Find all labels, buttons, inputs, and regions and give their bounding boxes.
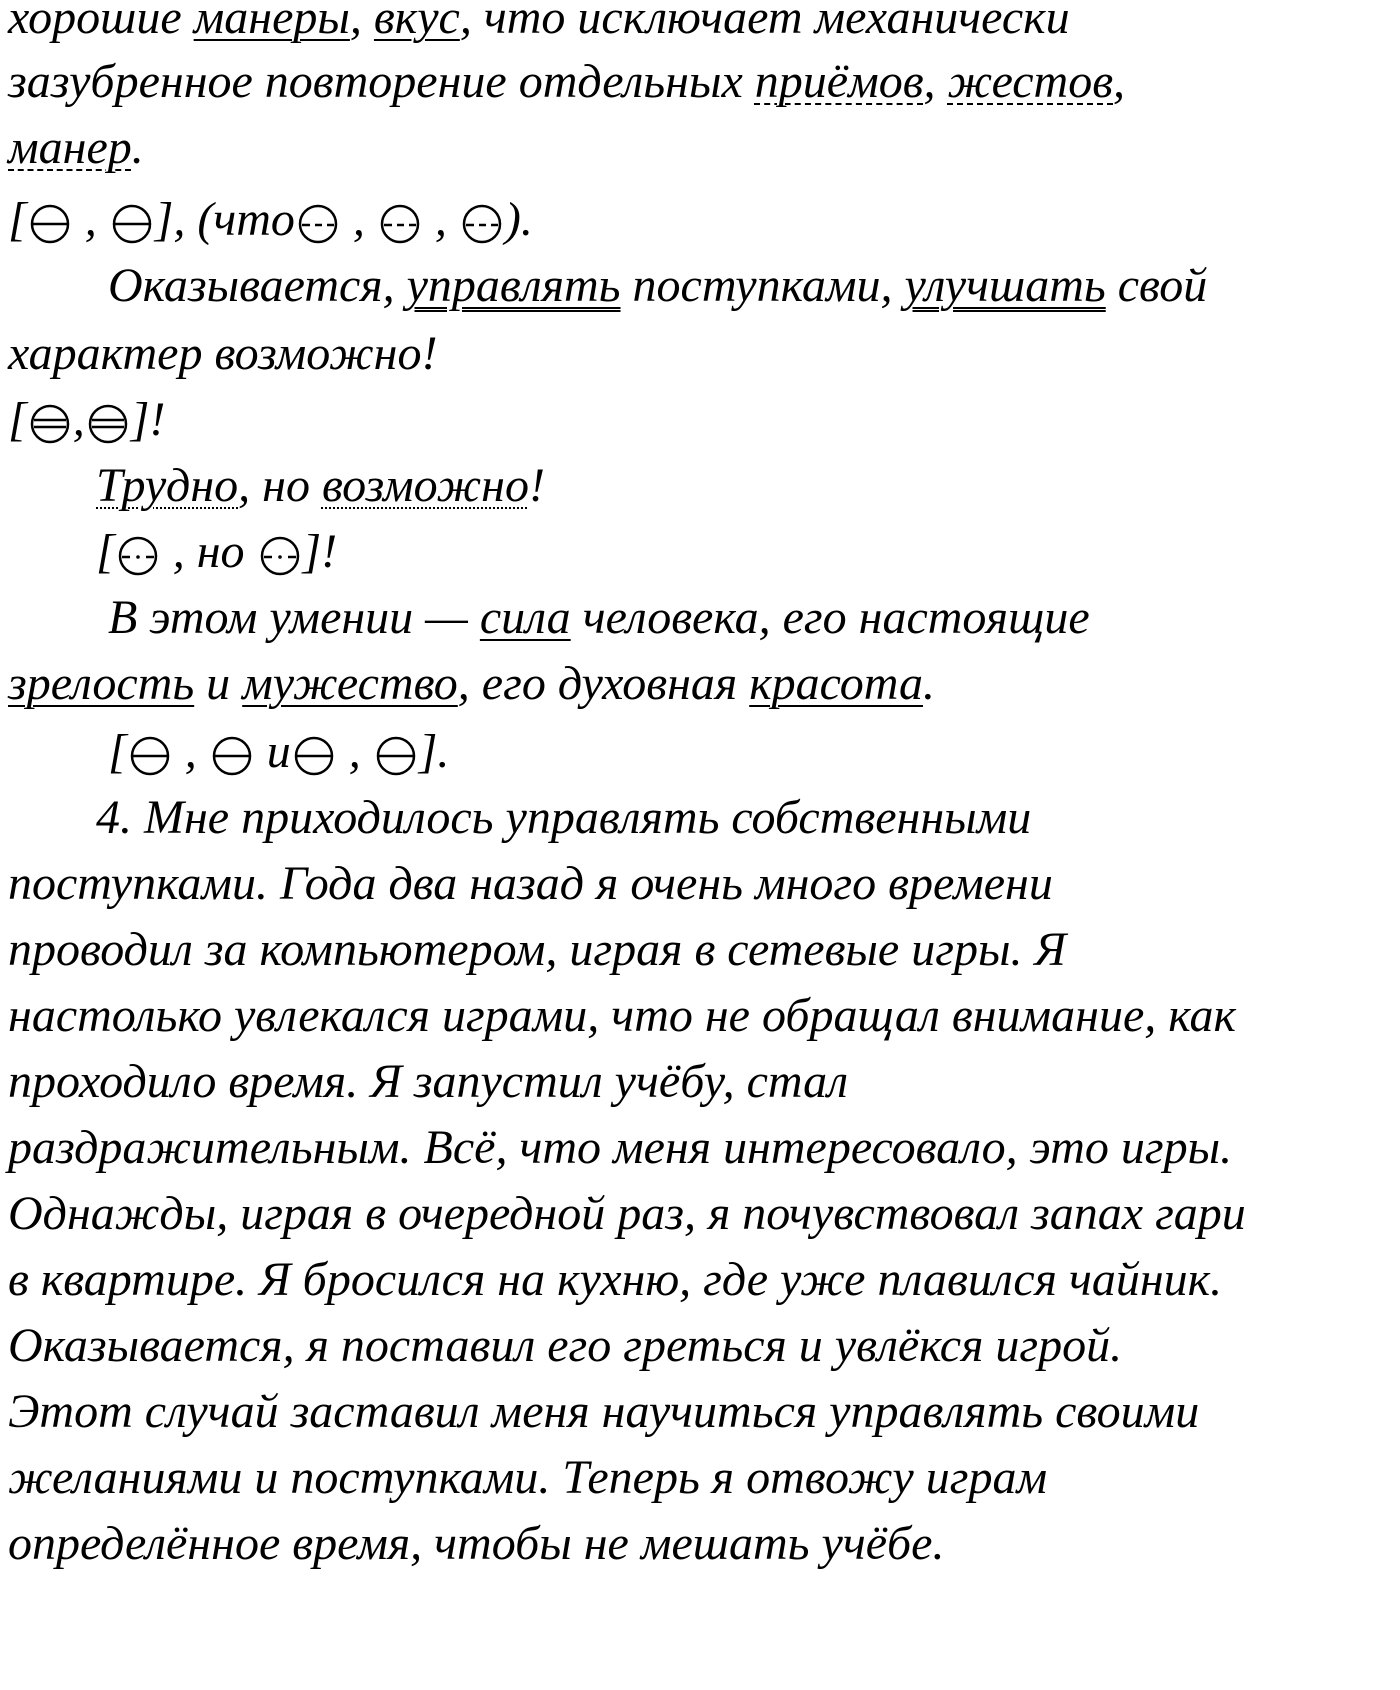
text-fragment: характер возможно! (8, 327, 438, 380)
predicate-dotted-underline: возможно (321, 459, 529, 512)
text-fragment: человека, его настоящие (570, 591, 1090, 644)
circle-dash-dot-symbol (259, 535, 301, 577)
circle-line-symbol (293, 735, 335, 777)
text-fragment: , (349, 0, 374, 44)
text-line-3 (8, 121, 144, 174)
circle-dash-dot-symbol (117, 535, 159, 577)
subject-underlined: сила (479, 591, 571, 644)
text-fragment: ], (что (154, 193, 295, 246)
circle-line-symbol (29, 203, 71, 245)
text-fragment: , (422, 193, 459, 246)
text-fragment: В этом умении — (108, 591, 480, 644)
circle-dash-symbol (461, 203, 503, 245)
text-fragment: ! (528, 459, 545, 512)
scheme-line-2 (8, 393, 166, 446)
circle-line-symbol (375, 735, 417, 777)
text-fragment: , (172, 725, 209, 778)
text-fragment: , (72, 393, 85, 446)
predicate-double-underline: улучшать (904, 259, 1106, 312)
subject-underlined: мужество (242, 657, 458, 710)
text-fragment: , (923, 55, 948, 108)
circle-dash-symbol (297, 203, 339, 245)
text-fragment: , (72, 193, 109, 246)
paragraph-line: в квартире. Я бросился на кухню, где уже плавился чайник. (8, 1253, 1223, 1306)
text-fragment: свой (1105, 259, 1208, 312)
paragraph-line: раздражительным. Всё, что меня интересовало, это игры. (8, 1121, 1233, 1174)
circle-double-line-symbol (29, 403, 71, 445)
subject-underlined: красота (749, 657, 924, 710)
text-fragment: и (194, 657, 243, 710)
paragraph-line: поступками. Года два назад я очень много времени (8, 857, 1053, 910)
text-fragment: поступками, (620, 259, 905, 312)
text-fragment: , что исключает механически (459, 0, 1070, 44)
paragraph-line: настолько увлекался играми, что не обращал внимание, как (8, 989, 1236, 1042)
text-line-5 (8, 327, 438, 380)
object-dashed-underline: жестов (947, 55, 1114, 108)
scheme-line-3 (96, 525, 338, 578)
paragraph-line: Этот случай заставил меня научиться управлять своими (8, 1385, 1200, 1438)
text-fragment: ]! (130, 393, 166, 446)
object-dashed-underline: приёмов (754, 55, 924, 108)
text-line-4 (108, 259, 1208, 312)
text-line-7 (108, 591, 1090, 644)
paragraph-line: проводил за компьютером, играя в сетевые игры. Я (8, 923, 1067, 976)
bracket: [ (96, 525, 115, 578)
text-fragment: ]. (418, 725, 450, 778)
text-fragment: и (254, 725, 291, 778)
text-fragment: , его духовная (457, 657, 750, 710)
paragraph-line: Однажды, играя в очередной раз, я почувствовал запах гари (8, 1187, 1246, 1240)
text-fragment: , (1113, 55, 1126, 108)
object-dashed-underline: манер (8, 121, 132, 174)
text-line-6 (96, 459, 545, 512)
text-fragment: , но (160, 525, 257, 578)
circle-dash-symbol (379, 203, 421, 245)
text-fragment: . (923, 657, 936, 710)
text-fragment: хорошие (8, 0, 194, 44)
paragraph-line: проходило время. Я запустил учёбу, стал (8, 1055, 849, 1108)
predicate-double-underline: управлять (406, 259, 621, 312)
paragraph-line: определённое время, чтобы не мешать учёбе. (8, 1517, 945, 1570)
circle-line-symbol (111, 203, 153, 245)
text-fragment: ). (504, 193, 533, 246)
text-fragment: Оказывается, (108, 259, 407, 312)
text-line-1 (8, 0, 1070, 42)
paragraph-line: 4. Мне приходилось управлять собственными (96, 791, 1032, 844)
predicate-dotted-underline: Трудно (96, 459, 239, 512)
scheme-line-4 (108, 725, 450, 778)
text-fragment: зазубренное повторение отдельных (8, 55, 755, 108)
circle-line-symbol (211, 735, 253, 777)
text-fragment: , (336, 725, 373, 778)
bracket: [ (8, 193, 27, 246)
bracket: [ (8, 393, 27, 446)
circle-double-line-symbol (87, 403, 129, 445)
paragraph-line: Оказывается, я поставил его греться и увлёкся игрой. (8, 1319, 1123, 1372)
subject-underlined: зрелость (8, 657, 195, 710)
paragraph-line: желаниями и поступками. Теперь я отвожу играм (8, 1451, 1048, 1504)
text-fragment: ]! (302, 525, 338, 578)
text-fragment: , (340, 193, 377, 246)
circle-line-symbol (129, 735, 171, 777)
text-fragment: , но (238, 459, 322, 512)
bracket: [ (108, 725, 127, 778)
scheme-line-1 (8, 193, 533, 246)
subject-underlined: вкус (373, 0, 460, 44)
text-line-8 (8, 657, 936, 710)
text-line-2 (8, 55, 1126, 108)
subject-underlined: манеры (193, 0, 350, 44)
text-fragment: . (131, 121, 144, 174)
